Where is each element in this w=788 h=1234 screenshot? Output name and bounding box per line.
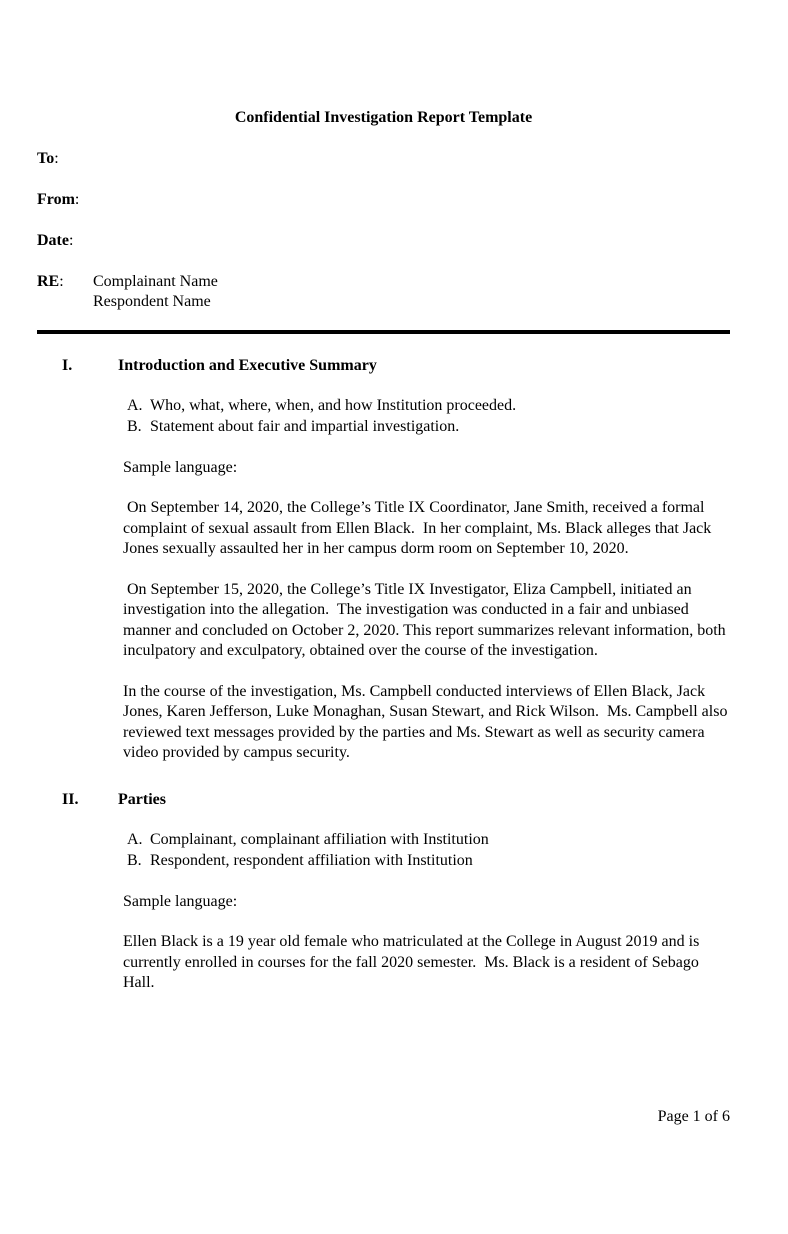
outline-item	[127, 417, 730, 437]
item-text: Complainant, complainant affiliation with Institution	[150, 831, 489, 849]
to-colon: :	[54, 150, 59, 168]
section-1-outline	[127, 396, 730, 437]
item-letter: B.	[127, 851, 142, 869]
section-2-heading	[62, 790, 730, 810]
re-label: RE	[37, 272, 60, 290]
item-text: Who, what, where, when, and how Institution proceeded.	[150, 397, 517, 415]
outline-item	[127, 851, 730, 871]
complainant-name-line: Complainant Name	[93, 272, 218, 290]
section-2-title: Parties	[118, 790, 166, 808]
section-1-paragraph-1: On September 14, 2020, the College’s Title IX Coordinator, Jane Smith, received a formal complaint of sexual assault from Ellen Black. In her complaint, Ms. Black alleges that Jack Jones sexually assaulted her in her campus dorm room on September 10, 2020.	[123, 499, 716, 558]
section-2-sample-label: Sample language:	[123, 892, 238, 910]
memo-row-re	[37, 272, 730, 313]
from-label: From	[37, 191, 75, 209]
item-letter: A.	[127, 397, 143, 415]
section-1-paragraph-3: In the course of the investigation, Ms. Campbell conducted interviews of Ellen Black, Jack Jones, Karen Jefferson, Luke Monaghan, Susan Stewart, and Rick Wilson. Ms. Campbell also reviewed text messages provided by the parties and Ms. Stewart as well as security camera video provided by campus security.	[123, 683, 732, 762]
item-text: Statement about fair and impartial investigation.	[150, 417, 460, 435]
item-letter: A.	[127, 831, 143, 849]
section-2-outline	[127, 830, 730, 871]
page-number: Page 1 of 6	[657, 1108, 730, 1125]
section-1-sample-label: Sample language:	[123, 458, 238, 476]
section-2-paragraph-1: Ellen Black is a 19 year old female who matriculated at the College in August 2019 and is currently enrolled in courses for the fall 2020 semester. Ms. Black is a resident of Sebago Hall.	[123, 933, 704, 992]
respondent-name-line: Respondent Name	[93, 293, 211, 311]
horizontal-divider	[37, 330, 730, 334]
memo-header	[37, 149, 730, 312]
date-label: Date	[37, 232, 69, 249]
re-colon: :	[59, 272, 64, 290]
re-label-cell	[37, 272, 93, 313]
section-1-heading	[62, 356, 730, 376]
outline-item	[127, 830, 730, 850]
date-colon: :	[68, 232, 74, 249]
section-1-paragraph-2: On September 15, 2020, the College’s Title IX Investigator, Eliza Campbell, initiated an investigation into the allegation. The investigation was conducted in a fair and unbiased manner and concluded on October 2, 2020. This report summarizes relevant information, both inculpatory and exculpatory, obtained over the course of the investigation.	[123, 581, 730, 660]
re-subject-lines	[93, 272, 218, 313]
document-title: Confidential Investigation Report Template	[234, 109, 533, 126]
document-content	[37, 0, 730, 994]
memo-row-to	[37, 149, 730, 169]
outline-item	[127, 396, 730, 416]
section-2-numeral: II.	[62, 790, 79, 808]
to-label: To	[37, 150, 55, 168]
section-1-title: Introduction and Executive Summary	[118, 356, 377, 374]
memo-row-from	[37, 190, 730, 210]
memo-row-date	[37, 231, 730, 251]
item-text: Respondent, respondent affiliation with Institution	[150, 851, 473, 869]
item-letter: B.	[127, 417, 142, 435]
from-colon: :	[74, 191, 80, 209]
section-1-numeral: I.	[62, 356, 73, 374]
